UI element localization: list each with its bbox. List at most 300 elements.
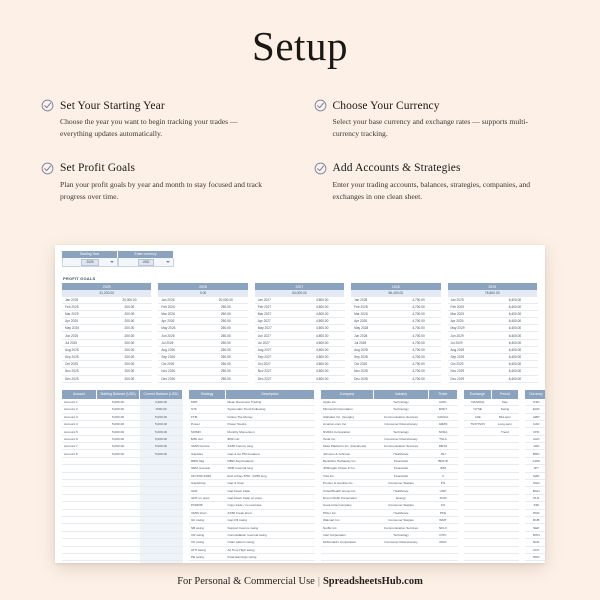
table-cell[interactable] [492,539,519,546]
table-row[interactable] [464,487,519,494]
table-row[interactable] [62,487,183,494]
table-cell[interactable] [492,546,519,553]
table-row[interactable] [321,457,458,464]
table-cell[interactable] [140,472,183,479]
table-cell[interactable]: Gap Fill swing [226,517,315,524]
table-cell[interactable]: 1590.00 [140,406,183,413]
table-cell[interactable]: XOM [429,494,458,501]
table-cell[interactable] [140,561,183,563]
table-cell[interactable] [62,487,97,494]
table-cell[interactable]: PG [429,480,458,487]
table-cell[interactable]: 5,000.00 [140,420,183,427]
table-cell[interactable]: All Time High swing [226,546,315,553]
table-row[interactable] [321,487,458,494]
profit-goals-row[interactable] [62,318,538,325]
table-cell[interactable] [464,494,492,501]
table-cell[interactable]: BGN [525,487,545,494]
table-cell[interactable]: BHD [525,450,545,457]
table-row[interactable] [189,561,315,563]
table-cell[interactable]: SEK [525,524,545,531]
table-cell[interactable] [62,472,97,479]
table-row[interactable] [525,443,545,450]
table-cell[interactable] [140,553,183,560]
table-row[interactable] [62,450,183,457]
table-cell[interactable] [97,546,140,553]
table-row[interactable] [189,450,315,457]
table-cell[interactable]: NASDAQ [464,399,492,406]
table-row[interactable] [321,546,458,553]
table-row[interactable] [189,539,315,546]
table-cell[interactable]: CP swing [189,539,226,546]
table-cell[interactable]: Account 4 [62,420,97,427]
table-cell[interactable] [140,502,183,509]
profit-goals-amount-cell[interactable]: 6,400.00 [492,318,537,325]
table-cell[interactable] [62,524,97,531]
table-cell[interactable]: NYSE [464,406,492,413]
table-row[interactable] [62,406,183,413]
table-row[interactable] [525,450,545,457]
profit-goals-amount-cell[interactable]: 250.00 [203,354,248,361]
table-cell[interactable]: GBP [525,413,545,420]
profit-goals-row[interactable] [62,297,538,304]
table-cell[interactable] [492,480,519,487]
table-row[interactable] [321,531,458,538]
profit-goals-amount-cell[interactable]: 4,700.00 [396,303,441,310]
table-cell[interactable] [464,465,492,472]
footer-brand[interactable]: SpreadsheetsHub.com [322,576,423,587]
table-cell[interactable]: UnitedHealth Group Inc. [321,487,374,494]
table-cell[interactable] [140,531,183,538]
table-cell[interactable]: Consumer Discretionary [374,435,429,442]
table-row[interactable] [525,480,545,487]
profit-goals-row[interactable] [62,346,538,353]
table-cell[interactable]: Power [189,420,226,427]
table-cell[interactable]: NFLX [429,524,458,531]
table-cell[interactable]: JOD [525,443,545,450]
table-cell[interactable]: Follow The Money [226,413,315,420]
table-cell[interactable]: Tesla Inc. [321,435,374,442]
table-cell[interactable] [140,546,183,553]
table-row[interactable] [464,420,519,427]
table-cell[interactable]: Peak Earnings swing [226,553,315,560]
table-cell[interactable]: 5,000.00 [97,413,140,420]
table-row[interactable] [62,531,183,538]
table-cell[interactable]: BRK.B [429,457,458,464]
table-cell[interactable] [464,450,492,457]
table-cell[interactable]: Healthcare [374,509,429,516]
table-cell[interactable]: 34/50 short [189,509,226,516]
profit-goals-amount-cell[interactable]: 4,700.00 [396,368,441,375]
starting-year-dropdown[interactable] [62,258,118,267]
profit-goals-amount-cell[interactable]: 6,400.00 [492,354,537,361]
table-cell[interactable] [464,531,492,538]
table-row[interactable] [464,546,519,553]
table-cell[interactable] [374,546,429,553]
profit-goals-amount-cell[interactable]: 200.00 [107,354,152,361]
table-cell[interactable]: JPY [525,465,545,472]
table-row[interactable] [525,472,545,479]
table-cell[interactable]: 34/50 break short [226,509,315,516]
table-cell[interactable]: Meta Platforms Inc. (Facebook) [321,443,374,450]
table-row[interactable] [464,472,519,479]
table-cell[interactable]: 5,000.00 [97,399,140,406]
table-cell[interactable]: EUR [525,406,545,413]
table-row[interactable] [189,502,315,509]
table-cell[interactable]: 5,000.00 [140,450,183,457]
profit-goals-amount-cell[interactable]: 6,400.00 [492,303,537,310]
table-cell[interactable]: PKR [525,509,545,516]
table-row[interactable] [189,413,315,420]
table-cell[interactable]: $/50 curl [226,435,315,442]
table-cell[interactable] [140,509,183,516]
table-cell[interactable] [464,480,492,487]
table-cell[interactable] [525,561,545,563]
table-cell[interactable]: UNH [429,487,458,494]
table-row[interactable] [321,420,458,427]
table-cell[interactable]: 5,000.00 [140,443,183,450]
table-cell[interactable] [464,502,492,509]
table-cell[interactable]: WMT [429,517,458,524]
table-row[interactable] [321,480,458,487]
table-row[interactable] [189,524,315,531]
table-cell[interactable]: V [429,472,458,479]
table-row[interactable] [464,465,519,472]
table-cell[interactable]: Communication Services [374,524,429,531]
profit-goals-amount-cell[interactable]: 6,400.00 [492,310,537,317]
table-cell[interactable]: Pfizer Inc. [321,509,374,516]
table-cell[interactable] [464,487,492,494]
profit-goals-amount-cell[interactable]: 4,500.00 [300,310,345,317]
table-cell[interactable] [97,517,140,524]
profit-goals-amount-cell[interactable]: 200.00 [107,332,152,339]
table-cell[interactable]: INTC [429,531,458,538]
table-cell[interactable] [464,546,492,553]
table-cell[interactable]: Monthly Momentum [226,428,315,435]
table-cell[interactable]: MRT [189,399,226,406]
table-cell[interactable] [97,561,140,563]
table-cell[interactable] [464,561,492,563]
profit-goals-amount-cell[interactable]: 200.00 [107,318,152,325]
profit-goals-amount-cell[interactable]: 200.00 [107,361,152,368]
profit-goals-amount-cell[interactable]: 250.00 [203,375,248,382]
table-cell[interactable]: Coca-Cola Company [321,502,374,509]
table-row[interactable] [464,435,519,442]
currencies-table[interactable] [525,390,545,563]
table-cell[interactable]: Swing [492,406,519,413]
table-row[interactable] [464,517,519,524]
table-cell[interactable]: $/50 curl [189,435,226,442]
table-row[interactable] [464,413,519,420]
table-cell[interactable]: Consumer Staples [374,517,429,524]
profit-goals-row[interactable] [62,339,538,346]
table-cell[interactable]: AAPL [429,399,458,406]
table-cell[interactable]: POMOB [189,502,226,509]
table-cell[interactable] [62,561,97,563]
table-row[interactable] [525,420,545,427]
spreadsheet-card[interactable] [55,245,545,563]
exchanges-table[interactable] [464,390,519,563]
table-cell[interactable]: 34/50 bounce [189,443,226,450]
table-row[interactable] [525,561,545,563]
table-row[interactable] [525,494,545,501]
profit-goals-amount-cell[interactable]: 4,500.00 [300,361,345,368]
table-cell[interactable]: Power Stocks [226,420,315,427]
table-row[interactable] [62,472,183,479]
table-cell[interactable]: Support bounce swing [226,524,315,531]
accounts-table[interactable] [62,390,183,563]
table-cell[interactable]: PFE [429,509,458,516]
table-cell[interactable] [464,472,492,479]
table-row[interactable] [62,517,183,524]
table-cell[interactable] [62,539,97,546]
currency-dropdown[interactable] [118,258,174,267]
table-row[interactable] [464,399,519,406]
profit-goals-amount-cell[interactable]: 6,400.00 [492,339,537,346]
companies-table[interactable] [321,390,458,563]
table-cell[interactable]: RBW flag breakout [226,457,315,464]
table-cell[interactable] [492,443,519,450]
profit-goals-amount-cell[interactable]: 250.00 [203,368,248,375]
profit-goals-amount-cell[interactable]: 4,700.00 [396,375,441,382]
table-cell[interactable]: Alphabet Inc. (Google) [321,413,374,420]
table-cell[interactable] [492,465,519,472]
table-cell[interactable]: RUB [525,517,545,524]
profit-goals-amount-cell[interactable]: 4,500.00 [300,346,345,353]
table-row[interactable] [464,561,519,563]
table-row[interactable] [321,472,458,479]
table-cell[interactable]: Trend [492,428,519,435]
profit-goals-amount-cell[interactable]: 4,700.00 [396,339,441,346]
table-cell[interactable]: Technology [374,531,429,538]
table-row[interactable] [464,553,519,560]
table-cell[interactable]: Technology [374,406,429,413]
table-cell[interactable] [140,457,183,464]
table-cell[interactable]: Chart pattern swing [226,539,315,546]
profit-goals-amount-cell[interactable]: 4,500.00 [300,297,345,304]
table-row[interactable] [321,509,458,516]
table-cell[interactable]: KWD [525,457,545,464]
table-row[interactable] [321,406,458,413]
profit-goals-amount-cell[interactable]: 6,400.00 [492,361,537,368]
table-cell[interactable]: Netflix Inc. [321,524,374,531]
table-cell[interactable]: Intel Corporation [321,531,374,538]
table-row[interactable] [464,480,519,487]
table-cell[interactable]: Account 1 [62,399,97,406]
table-cell[interactable]: Microsoft Corporation [321,406,374,413]
table-row[interactable] [321,399,458,406]
table-cell[interactable]: SB swing [189,524,226,531]
table-row[interactable] [321,465,458,472]
table-cell[interactable]: Walmart Inc. [321,517,374,524]
table-row[interactable] [464,524,519,531]
table-cell[interactable]: INR [525,502,545,509]
table-cell[interactable]: OD 5/50 34/50 [189,472,226,479]
strategies-table[interactable] [189,390,315,563]
table-row[interactable] [62,413,183,420]
table-cell[interactable]: Systematic Trend Following [226,406,315,413]
table-cell[interactable]: JPM [429,465,458,472]
table-cell[interactable] [464,524,492,531]
table-cell[interactable]: AUD [525,435,545,442]
table-cell[interactable] [97,480,140,487]
table-row[interactable] [525,465,545,472]
table-cell[interactable]: 3,280.00 [140,399,183,406]
table-cell[interactable] [62,546,97,553]
profit-goals-row[interactable] [62,361,538,368]
table-cell[interactable] [492,561,519,563]
table-cell[interactable]: CNY [525,546,545,553]
table-cell[interactable]: SGD [525,480,545,487]
table-cell[interactable]: Consumer Staples [374,502,429,509]
table-cell[interactable] [62,465,97,472]
profit-goals-amount-cell[interactable]: 250.00 [203,332,248,339]
table-cell[interactable] [429,546,458,553]
profit-goals-amount-cell[interactable]: 250.00 [203,303,248,310]
profit-goals-amount-cell[interactable]: 6,400.00 [492,297,537,304]
table-cell[interactable]: Mean Reversion Trading [226,399,315,406]
profit-goals-amount-cell[interactable]: 4,700.00 [396,332,441,339]
table-cell[interactable] [492,509,519,516]
table-cell[interactable] [464,509,492,516]
table-row[interactable] [321,443,458,450]
table-row[interactable] [525,531,545,538]
table-cell[interactable]: Consumer Discretionary [374,420,429,427]
table-cell[interactable]: RBW flag [189,457,226,464]
table-row[interactable] [62,553,183,560]
table-row[interactable] [321,517,458,524]
table-cell[interactable] [464,457,492,464]
table-cell[interactable] [492,450,519,457]
table-row[interactable] [189,465,315,472]
profit-goals-amount-cell[interactable]: 250.00 [203,339,248,346]
table-cell[interactable]: NOK [525,539,545,546]
table-cell[interactable]: 5,000.00 [140,435,183,442]
table-cell[interactable]: Gap Down Fade on pops [226,494,315,501]
table-cell[interactable] [374,553,429,560]
table-cell[interactable]: Gap & Crap [226,480,315,487]
table-cell[interactable]: Account 7 [62,443,97,450]
profit-goals-amount-cell[interactable]: 6,400.00 [492,375,537,382]
table-cell[interactable] [97,472,140,479]
table-cell[interactable]: Consumer Staples [374,480,429,487]
table-cell[interactable]: GDF [189,487,226,494]
table-row[interactable] [321,435,458,442]
table-cell[interactable]: Gap Down Fade [226,487,315,494]
table-cell[interactable]: 5,000.00 [97,420,140,427]
table-cell[interactable]: Financials [374,457,429,464]
table-row[interactable] [62,435,183,442]
table-cell[interactable] [374,561,429,563]
profit-goals-row[interactable] [62,303,538,310]
table-row[interactable] [189,509,315,516]
table-cell[interactable] [492,472,519,479]
table-row[interactable] [62,561,183,563]
table-row[interactable] [525,399,545,406]
profit-goals-amount-cell[interactable]: 200.00 [107,325,152,332]
table-row[interactable] [464,502,519,509]
table-cell[interactable]: 5,000.00 [97,406,140,413]
table-cell[interactable]: 5,000.00 [140,413,183,420]
profit-goals-amount-cell[interactable]: 4,700.00 [396,318,441,325]
table-cell[interactable]: Exxon Mobil Corporation [321,494,374,501]
table-cell[interactable] [321,561,374,563]
table-row[interactable] [525,539,545,546]
table-row[interactable] [189,399,315,406]
currency-control[interactable] [118,251,174,267]
table-row[interactable] [62,546,183,553]
profit-goals-amount-cell[interactable]: 200.00 [107,339,152,346]
table-row[interactable] [62,524,183,531]
profit-goals-amount-cell[interactable]: 4,500.00 [300,303,345,310]
table-row[interactable] [464,428,519,435]
table-cell[interactable]: LSE [464,413,492,420]
table-cell[interactable]: 5,000.00 [140,428,183,435]
table-cell[interactable]: Consolidation reversal swing [226,531,315,538]
table-cell[interactable]: Healthcare [374,450,429,457]
table-cell[interactable]: McDonald's Corporation [321,539,374,546]
table-cell[interactable]: MXN [525,531,545,538]
table-cell[interactable]: Healthcare [374,487,429,494]
table-cell[interactable] [429,553,458,560]
table-cell[interactable]: SRM reversal [189,465,226,472]
profit-goals-amount-cell[interactable]: 4,500.00 [300,339,345,346]
table-row[interactable] [189,487,315,494]
table-row[interactable] [525,435,545,442]
profit-goals-amount-cell[interactable]: 200.00 [107,346,152,353]
table-cell[interactable]: Account 3 [62,413,97,420]
table-cell[interactable] [97,494,140,501]
profit-goals-amount-cell[interactable]: 250.00 [203,346,248,353]
table-cell[interactable]: Account 5 [62,428,97,435]
table-cell[interactable]: 34/50 bounce long [226,443,315,450]
profit-goals-amount-cell[interactable]: 6,400.00 [492,346,537,353]
table-cell[interactable] [140,465,183,472]
table-row[interactable] [189,443,315,450]
table-cell[interactable] [97,539,140,546]
table-cell[interactable] [492,494,519,501]
table-cell[interactable] [492,517,519,524]
table-cell[interactable] [492,435,519,442]
table-row[interactable] [464,457,519,464]
table-cell[interactable]: CAD [525,420,545,427]
profit-goals-amount-cell[interactable]: 4,500.00 [300,332,345,339]
table-cell[interactable]: CR swing [189,531,226,538]
profit-goals-amount-cell[interactable]: 200.00 [107,303,152,310]
table-cell[interactable] [492,524,519,531]
profit-goals-amount-cell[interactable]: 6,400.00 [492,368,537,375]
table-row[interactable] [189,472,315,479]
table-cell[interactable]: Amazon.com Inc. [321,420,374,427]
table-row[interactable] [62,420,183,427]
table-cell[interactable] [97,465,140,472]
table-row[interactable] [464,531,519,538]
table-cell[interactable] [140,494,183,501]
table-row[interactable] [525,546,545,553]
table-row[interactable] [62,443,183,450]
table-cell[interactable]: PLN [525,494,545,501]
table-row[interactable] [525,487,545,494]
profit-goals-amount-cell[interactable]: 4,700.00 [396,354,441,361]
table-row[interactable] [321,561,458,563]
table-cell[interactable]: Account 8 [62,450,97,457]
table-cell[interactable]: GF swing [189,517,226,524]
table-cell[interactable]: NZD [525,472,545,479]
table-row[interactable] [189,435,315,442]
profit-goals-row[interactable] [62,332,538,339]
table-cell[interactable]: MCD [429,539,458,546]
profit-goals-amount-cell[interactable]: 250.00 [203,310,248,317]
table-row[interactable] [189,553,315,560]
